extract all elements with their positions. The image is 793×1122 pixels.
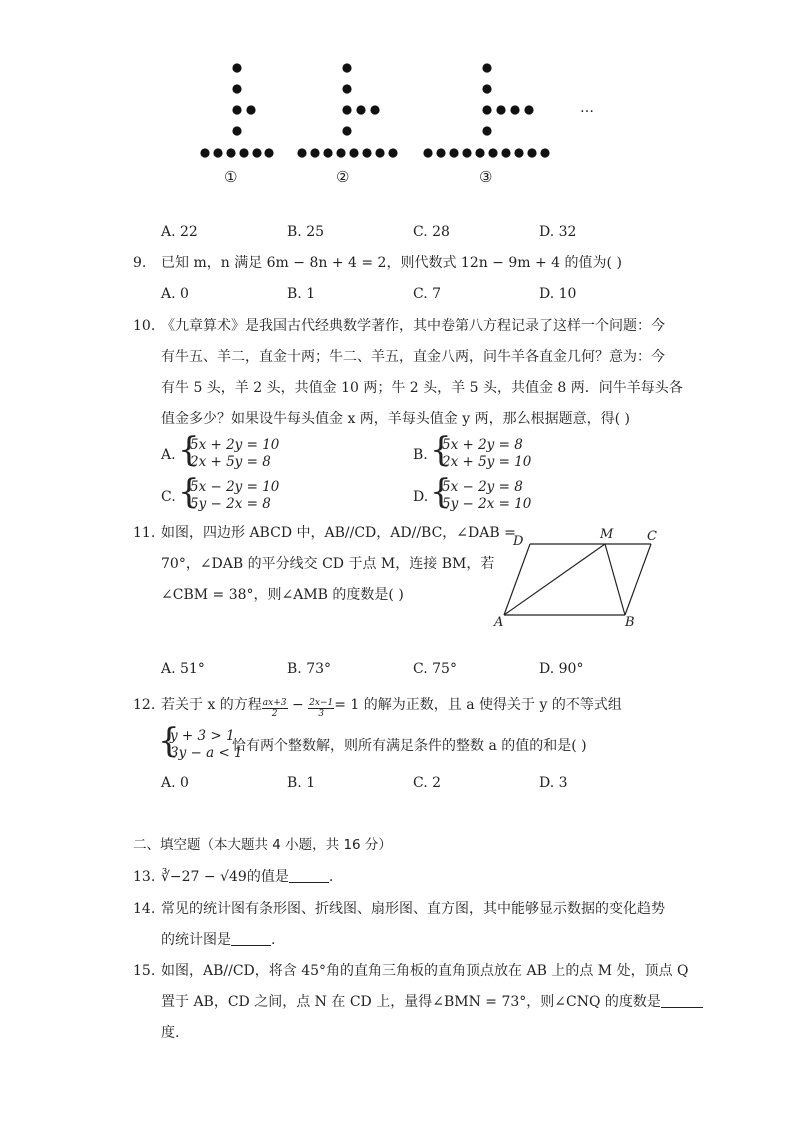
q8-option-b[interactable]: B. 25 (287, 224, 325, 240)
q9-option-c[interactable]: C. 7 (413, 286, 442, 302)
fig-label-a: A (494, 615, 504, 630)
q14-number: 14. (133, 901, 156, 917)
q11-line-2: 70°，∠DAB 的平分线交 CD 于点 M，连接 BM，若 (161, 556, 495, 572)
pattern-label-3: ③ (479, 168, 493, 186)
dot-pattern-figure (190, 55, 620, 195)
q13-number: 13. (133, 869, 156, 885)
q15-line-2: 置于 AB，CD 之间，点 N 在 CD 上，量得∠BMN = 73°，则∠CNQ 的度数是 (161, 992, 703, 1012)
q13-text: ∛−27 − √49的值是 . (161, 869, 334, 885)
q12-option-a[interactable]: A. 0 (161, 775, 189, 791)
q14-line-1: 常见的统计图有条形图、折线图、扇形图、直方图，其中能够显示数据的变化趋势 (161, 901, 665, 917)
pattern-2 (297, 63, 397, 157)
q13-answer-blank[interactable] (289, 868, 329, 883)
q9-option-a[interactable]: A. 0 (161, 286, 189, 302)
q11-line-3: ∠CBM = 38°，则∠AMB 的度数是( ) (161, 587, 404, 603)
fig-label-d: D (513, 534, 524, 549)
q12-line-1: 若关于 x 的方程 $\frac{ax+3}{2}$ − $\frac{2x-1}{3}$ = 1 的解为正数，且 a 使得关于 y 的不等式组 (161, 697, 622, 719)
q11-option-d[interactable]: D. 90° (539, 661, 584, 677)
q10-line-2: 有牛五、羊二，直金十两；牛二、羊五，直金八两，问牛羊各直金几何？意为：今 (161, 349, 665, 365)
pattern-1 (200, 63, 273, 157)
q9-text: 已知 m，n 满足 6m − 8n + 4 = 2，则代数式 12n − 9m + 4 的值为( ) (161, 255, 622, 271)
q12-option-b[interactable]: B. 1 (287, 775, 316, 791)
fig-label-c: C (647, 529, 657, 544)
q8-option-c[interactable]: C. 28 (413, 224, 450, 240)
fig-label-m: M (600, 527, 614, 542)
section-2-title: 二、填空题（本大题共 4 小题，共 16 分） (133, 837, 392, 853)
q8-option-d[interactable]: D. 32 (539, 224, 577, 240)
pattern-label-2: ② (336, 168, 350, 186)
q10-line-3: 有牛 5 头，羊 2 头，共值金 10 两；牛 2 头，羊 5 头，共值金 8 两．问牛羊每头各 (161, 380, 683, 396)
q11-option-c[interactable]: C. 75° (413, 661, 457, 677)
q11-option-a[interactable]: A. 51° (161, 661, 205, 677)
q9-number: 9. (133, 255, 147, 271)
q14-line-2: 的统计图是 . (161, 932, 276, 948)
fig-label-b: B (625, 615, 635, 630)
q12-option-d[interactable]: D. 3 (539, 775, 568, 791)
q9-option-b[interactable]: B. 1 (287, 286, 316, 302)
q12-number: 12. (133, 697, 156, 713)
pattern-ellipsis: … (580, 100, 594, 116)
q8-option-a[interactable]: A. 22 (161, 224, 198, 240)
pattern-3 (423, 63, 549, 157)
q15-answer-blank[interactable] (661, 993, 703, 1008)
q10-line-1: 《九章算术》是我国古代经典数学著作，其中卷第八方程记录了这样一个问题：今 (161, 318, 665, 334)
q14-answer-blank[interactable] (231, 931, 271, 946)
q11-line-1: 如图，四边形 ABCD 中，AB//CD，AD//BC，∠DAB = (161, 525, 516, 541)
q9-option-d[interactable]: D. 10 (539, 286, 577, 302)
q10-line-4: 值金多少？如果设牛每头值金 x 两，羊每头值金 y 两，那么根据题意，得( ) (161, 411, 630, 427)
q15-number: 15. (133, 963, 156, 979)
q11-number: 11. (133, 525, 156, 541)
q11-option-b[interactable]: B. 73° (287, 661, 332, 677)
q15-line-1: 如图，AB//CD，将含 45°角的直角三角板的直角顶点放在 AB 上的点 M 处，顶点 Q (161, 963, 689, 979)
q15-line-3: 度. (161, 1025, 180, 1041)
q10-number: 10. (133, 318, 156, 334)
pattern-label-1: ① (224, 168, 238, 186)
q12-line-2: 恰有两个整数解，则所有满足条件的整数 a 的值的和是( ) (232, 738, 587, 754)
q12-option-c[interactable]: C. 2 (413, 775, 442, 791)
